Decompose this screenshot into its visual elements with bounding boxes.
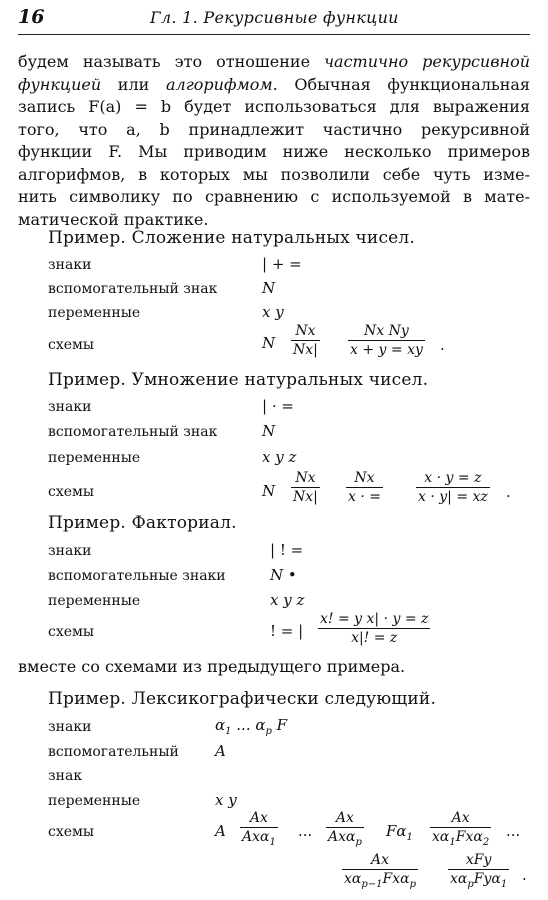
alpha-symbol: α [255,716,266,734]
den-text: xα [432,829,450,845]
example-4-aux-label-cont: знак [48,768,83,784]
para-text: будем называть это отношение [18,52,325,71]
example-4-scheme-6 [448,852,509,890]
example-3-aux-label: вспомогательные знаки [48,568,226,584]
scheme-text: Fα [386,822,407,840]
subscript: 1 [500,878,508,890]
fraction-denominator [448,869,509,890]
fraction-numerator: Nx [295,323,316,339]
example-2-end-mark: . [506,483,511,501]
subscript: p [409,878,416,890]
den-text: xα [450,871,468,887]
subscript: 1 [269,836,276,848]
example-2-aux-value: N [262,422,276,440]
example-2-signs-value: | · = [262,397,294,415]
example-2-scheme-1 [291,470,320,505]
den-text: Axα [242,829,270,845]
fraction-numerator: x! = y x| · y = z [320,611,429,627]
example-2-schemes-label: схемы [48,484,95,500]
example-2-title: Пример. Умножение натуральных чисел. [48,370,429,390]
alpha-symbol: α [215,716,226,734]
ellipsis: ... [231,716,256,734]
subscript: p [467,878,474,890]
example-3-aux-value: N • [270,566,297,584]
para-line-1 [18,51,530,74]
para-line-7: нить символику по сравнению с используемой в мате- [18,187,530,206]
fraction-denominator: Nx| [293,342,318,358]
example-3-scheme-0: ! = | [270,622,304,640]
subscript: p [355,836,362,848]
example-2-scheme-3 [416,470,490,505]
running-header [18,6,530,32]
example-3-scheme-1 [318,611,430,646]
example-1-aux-value: N [262,279,276,297]
example-4-signs-label: знаки [48,719,92,735]
example-3-title: Пример. Факториал. [48,513,237,533]
example-2-vars-value: x y z [262,448,297,466]
example-1-vars-value: x y [262,303,284,321]
para-emphasis: частично рекурсивной [324,52,530,71]
example-4-signs-value [215,716,287,737]
fraction-denominator [240,827,278,848]
example-4-ellipsis-2: ... [506,822,521,840]
fraction-denominator: x · y| = xz [418,489,488,505]
para-text: . Обычная функциональная [272,74,530,94]
subscript: 2 [482,836,490,848]
fraction-denominator [326,827,364,848]
example-2-vars-label: переменные [48,450,141,466]
para-line-6: алгорифмов, в которых мы позволили себе чуть изме- [18,164,530,184]
den-text: Axα [328,829,356,845]
f-symbol: F [271,716,288,734]
den-text: Fxα [455,829,483,845]
example-1-signs-value: | + = [262,255,302,273]
example-2-scheme-2 [346,470,383,505]
fraction-denominator [430,827,491,848]
fraction-numerator: x · y = z [424,470,482,486]
example-4-end-mark: . [522,866,527,884]
intro-paragraph [18,51,530,231]
fraction-numerator: Ax [370,852,389,868]
para-emphasis: функцией [18,74,102,94]
fraction-denominator: Nx| [293,489,318,505]
example-2-aux-label: вспомогательный знак [48,424,218,440]
running-title: Гл. 1. Рекурсивные функции [150,8,399,27]
para-line-2 [18,74,530,97]
example-4-aux-value: A [215,742,226,760]
fraction-denominator: x · = [348,489,381,505]
example-1-signs-label: знаки [48,257,92,273]
example-4-scheme-5 [342,852,418,890]
example-1-scheme-2 [348,323,425,358]
fraction-numerator: Ax [249,810,268,826]
para-line-8: матической практике. [18,209,209,229]
example-4-vars-label: переменные [48,793,141,809]
den-text: Fxα [382,871,410,887]
example-4-scheme-0: A [215,822,226,840]
example-4-scheme-4 [430,810,491,848]
fraction-denominator: x|! = z [318,628,430,646]
example-4-aux-label: вспомогательный [48,744,179,760]
fraction-numerator: xFy [465,852,492,868]
subscript: p [265,726,272,737]
header-rule [18,34,530,35]
fraction-numerator: Nx [295,470,316,486]
subscript: 1 [449,836,456,848]
para-text: или [101,74,166,94]
example-1-scheme-1 [291,323,320,358]
example-1-scheme-0: N [262,334,276,352]
fraction-numerator: Nx [354,470,375,486]
example-3-signs-label: знаки [48,543,92,559]
example-1-schemes-label: схемы [48,337,95,353]
subscript: p−1 [361,878,383,890]
example-4-ellipsis-1: ... [298,822,313,840]
page-number: 16 [18,6,45,28]
subscript: 1 [406,832,413,843]
example-3-vars-value: x y z [270,591,305,609]
example-3-vars-label: переменные [48,593,141,609]
subscript: 1 [225,726,232,737]
den-text: xα [344,871,362,887]
example-4-scheme-1 [240,810,278,848]
example-2-scheme-0: N [262,482,276,500]
example-4-title: Пример. Лексикографически следующий. [48,689,437,709]
fraction-denominator: x + y = xy [350,342,423,358]
para-line-3: запись F(a) = b будет использоваться для выражения [18,97,530,116]
para-emphasis: алгорифмом [165,74,273,94]
example-1-title: Пример. Сложение натуральных чисел. [48,228,416,248]
continuation-text: вместе со схемами из предыдущего примера. [18,657,406,676]
example-2-signs-label: знаки [48,399,92,415]
fraction-numerator: Ax [451,810,470,826]
example-4-vars-value: x y [215,791,237,809]
example-3-signs-value: | ! = [270,541,304,559]
example-1-vars-label: переменные [48,305,141,321]
fraction-denominator [342,869,418,890]
example-4-scheme-3 [386,822,413,843]
para-line-5: функции F. Мы приводим ниже несколько примеров [18,142,530,161]
den-text: Fyα [473,871,501,887]
example-3-schemes-label: схемы [48,624,95,640]
fraction-numerator: Ax [335,810,354,826]
fraction-numerator: Nx Ny [364,323,409,339]
example-1-end-mark: . [440,336,445,354]
para-line-4: того, что a, b принадлежит частично рекурсивной [18,119,530,139]
example-1-aux-label: вспомогательный знак [48,281,218,297]
example-4-schemes-label: схемы [48,824,95,840]
example-4-scheme-2 [326,810,364,848]
